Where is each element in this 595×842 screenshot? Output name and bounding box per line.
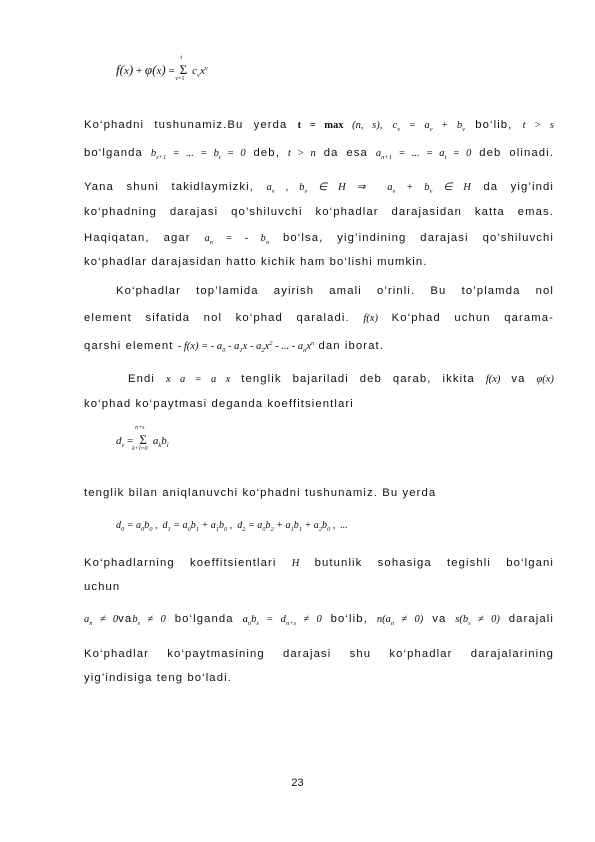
text: Ko‘phadlarning koeffitsientlari — [84, 557, 277, 569]
para6-line1: Ko‘phadlar ko‘paytmasining darajasi shu ko‘phadlar darajalarining — [84, 648, 554, 660]
math-H: H — [291, 558, 300, 569]
text: deb, — [253, 147, 280, 159]
para2-line3 — [84, 337, 554, 358]
text: bo‘lsa, yig’indining darajasi qo’shiluvchi — [283, 232, 554, 244]
math-t-max: t = max (n, s), — [297, 120, 383, 131]
math-closure: $a_\nu$ , $b_\nu$ ∈ H ⇒ $a_\nu + b_\nu$ ∈ H — [266, 182, 471, 195]
para4-line1: tenglik bilan aniqlanuvchi ko‘phadni tushunamiz. Bu yerda — [84, 487, 437, 499]
para1-line5 — [84, 231, 554, 250]
page-number: 23 — [291, 777, 304, 789]
math-an-ne-0: $a_n \ne 0$ — [84, 614, 119, 627]
text: da esa — [323, 147, 368, 159]
math-fx: f(x) — [363, 313, 378, 324]
math-t-gt-n: t > n — [287, 148, 316, 159]
text: va — [432, 613, 447, 625]
math-neg-fx: - f(x) = - $a_0 - a_1x - a_2x^2$ - ... - $a_nx^n$ — [177, 340, 315, 354]
text: Endi — [128, 373, 156, 385]
para5-line2: uchun — [84, 581, 121, 593]
para6-line2: yig’indisiga teng bo‘ladi. — [84, 672, 232, 684]
text: da yig’indi — [483, 181, 555, 193]
para5-line1 — [84, 556, 554, 571]
text: bo‘lganda — [174, 613, 234, 625]
math-bs-zero: $b_{s+1}$ = ... = $b_t = 0$ — [150, 148, 246, 161]
para2-line1: Ko‘phadlar top’lamida ayirish amali o’rinli. Bu to’plamda nol — [116, 285, 554, 297]
text: Ko‘phadni tushunamiz.Bu yerda — [84, 119, 288, 131]
formula-dv: $d_\nu$ = n+s Σ k+l=0 $a_kb_l$ — [116, 425, 169, 452]
math-n-an: $n(a_n \ne 0)$ — [376, 614, 424, 627]
text: qarshi element — [84, 340, 174, 352]
text: bo‘lib, — [330, 613, 368, 625]
math-t-gt-s: t > s — [522, 120, 554, 131]
para3-line1 — [128, 372, 554, 387]
text: darajali — [508, 613, 555, 625]
text: bo‘lib, — [475, 119, 513, 131]
text: va — [511, 373, 526, 385]
math-xa-ax: x a = a x — [165, 374, 231, 385]
para1-line4: ko‘phadning darajasi qo’shiluvchi ko‘phadlar darajasidan katta emas. — [84, 206, 554, 218]
text: deb olinadi. — [479, 147, 554, 159]
text: va — [118, 613, 133, 625]
text: bo‘lganda — [84, 147, 143, 159]
math-cv: $c_\nu = a_\nu + b_\nu$ — [392, 120, 465, 133]
math-anbs: $a_nb_s = d_{n+s} \ne 0$ — [242, 614, 322, 627]
text: butunlik sohasiga tegishli bo‘lgani — [314, 557, 554, 569]
math-phix: φ(x) — [536, 374, 554, 385]
math-bs-ne-0: $b_s \ne 0$ — [132, 614, 166, 627]
text: Yana shuni takidlaymizki, — [84, 181, 255, 193]
math-fx: f(x) — [485, 374, 501, 385]
para1-line2 — [84, 146, 554, 165]
para1-line1 — [84, 118, 554, 137]
text: tenglik bajariladi deb qarab, ikkita — [241, 373, 475, 385]
formula-d-list: $d_0 = a_0b_0$ , $d_1 = a_0b_1 + a_1b_0$ , $d_2 = a_0b_2 + a_1b_1 + a_2b_0$ , ... — [116, 520, 348, 533]
text: Haqiqatan, agar — [84, 232, 191, 244]
text: element sifatida nol ko‘phad qaraladi. — [84, 312, 350, 324]
math-s-bs: $s(b_s \ne 0)$ — [455, 614, 500, 627]
math-an-zero: $a_{n+1}$ = ... = $a_t = 0$ — [375, 148, 472, 161]
para1-line6: ko‘phadlar darajasidan hatto kichik ham bo‘lishi mumkin. — [84, 256, 428, 268]
para3-line2: ko‘phad ko‘paytmasi deganda koeffitsientlari — [84, 398, 354, 410]
formula-sum-fx-phix: f(x) + φ(x) = t Σ ν=1 $c_\nu x^\nu$ — [116, 55, 208, 82]
para1-line3 — [84, 180, 554, 199]
para5-line3 — [84, 612, 554, 631]
text: Ko‘phad uchun qarama- — [391, 312, 554, 324]
text: dan iborat. — [318, 340, 385, 352]
math-an-neg-bn: $a_n$ = - $b_n$ — [204, 233, 270, 246]
para2-line2 — [84, 311, 554, 326]
